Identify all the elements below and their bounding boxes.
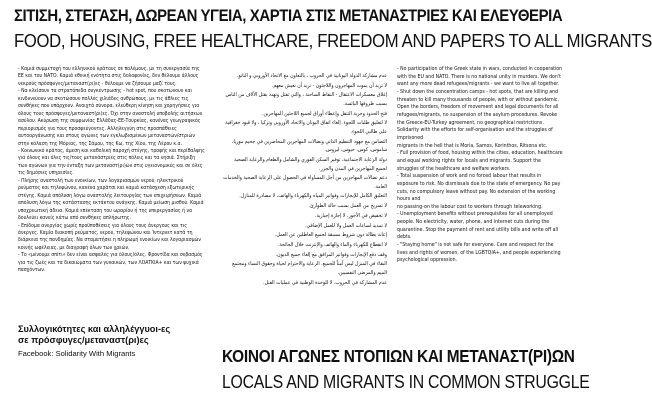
arabic-demand-line: لا لتعليق طلبات اللجوء. إلغاء اتفاق اليونان والاتحاد الأوروبي وتركيا ، ولا قيود جغرافية على طالبي اللجوء.	[223, 120, 387, 135]
facebook-handle: Facebook: Solidarity With Migrants	[18, 348, 136, 358]
english-demands-column	[397, 66, 563, 332]
arabic-demand-line: التعليق الكامل للإيجارات وفواتير المياه والكهرباء والهاتف، لا مصادرة للمنازل.	[239, 193, 387, 200]
arabic-demand-line: التضامن مع جهود التنظيم الذاتي ونضالات المهاجرين المحاصرين في جحيم موريا، ساموس، كوس، خيوس، ليروس.	[230, 138, 387, 154]
greek-demands-column	[18, 66, 205, 323]
arabic-demand-line: البقاء في المنزل ليس آمناً للجميع. الرعاية والاحترام لحياة وحقوق النساء ومجتمع الميم والمرضى النفسيين.	[230, 261, 387, 276]
english-demand-paragraph: - Shut down the concentration camps - hot spots, that are killing and threaten to kill many thousands of people, with or without pandemic. Open the borders, freedom of movement and legal documents for all refugees/migrants, no suspension of the asylum procedures. Revoke the Greece-EU-Turkey agreement, no geographical restrictions. Solidarity with the efforts for self-organisation and the struggles of imprisoned	[397, 88, 561, 141]
greek-demand-paragraph: - Να κλείσουν τα στρατόπεδα συγκέντρωσης - hot spot, που σκοτώνουν και κινδυνεύουν να σκοτώσουν πολλές χιλιάδες ανθρώπους, με τις άθλιες τις συνθήκες που υπάρχουν. Ανοιχτά σύνορα, ελεύθερη κίνηση και χορηγήσεις για όλους τους πρόσφυγες/μεταναστ(ρι)ες. Όχι στην αναστολή υποβολής αιτήσεων ασύλου. Ακύρωση της συμφωνίας Ελλάδας-ΕΕ-Τουρκίας, κανένας γεωγραφικός περιορισμός για τους προσφεύγοντες. Αλληλεγγύη στις προσπάθειες αυτοοργάνωσης και στους αγώνες των εγκλωβισμένων μεταναστών/στριών στην κόλαση της Μόριας, της Σάμου, της Κω, της Χίου, της Λέρου κ.α.	[18, 88, 204, 147]
organizer-name-line2: σε πρόσφυγες/μεταναστ(ρι)ες	[18, 335, 149, 346]
greek-header-title: ΣΙΤΙΣΗ, ΣΤΕΓΑΣΗ, ΔΩΡΕΑΝ ΥΓΕΙΑ, ΧΑΡΤΙΑ ΣΤΙΣ ΜΕΤΑΝΑΣΤΡΙΕΣ ΚΑΙ ΕΛΕΥΘΕΡΙΑ	[14, 6, 563, 25]
arabic-demand-line: دعم نضالات المهاجرين من أجل المساواة في الحصول على الرعاية الصحية والخدمات العامة.	[221, 175, 387, 190]
arabic-demand-line: لا تسريح من العمل بسبب حالة الطوارئ.	[308, 203, 387, 210]
greek-demand-paragraph: - Κοινωνικό κράτος, άμεση και καθολική παροχή στέγης, τροφής και περίθαλψης για όλους και όλες τις/τους μετανάστριες στις πόλεις και τα νησιά. Στήριξη των αγώνων για την ένταξη των μεταναστ(ρι)ών στις υγειονομικές και σε όλες τις δημόσιες υπηρεσίες.	[18, 147, 207, 177]
arabic-demand-line: دولة الرعاية الاجتماعية، توفير السكن الفوري والشامل والطعام والرعاية الصحية لجميع المهاجرين في المدن والجزر.	[232, 156, 387, 172]
english-demand-paragraph: - Full provision of food, housing within the cities, education, healthcare and equal working rights for locals and migrants. Support the struggles of the healthcare and welfare workers.	[397, 150, 564, 172]
arabic-demands-column	[222, 72, 387, 326]
arabic-demand-line: وقف دفع الإيجارات وفواتير المرافق مع إلغاء جميع الديون.	[275, 251, 387, 258]
greek-demand-paragraph: - Καμιά συμμετοχή του ελληνικού κράτους σε πολέμους, με τη συνεργασία της ΕΕ και του ΝΑΤΟ. Καμιά εθνική ενότητα στις δολοφονίες, δεν θέλουμε άλλους νεκρούς πρόσφυγες/μεταναστ(ρι)ες - θέλουμε να ζήσουμε μαζί τους.	[18, 66, 202, 87]
arabic-demand-line: إغلاق معسكرات الاعتقال - النقاط الساخنة ، والتي تقتل وتهدد بقتل الآلاف من الناس بسبب ظروفها البائسة.	[224, 92, 387, 107]
greek-demand-paragraph: - Πλήρης αναστολή των ενοικίων, των λογαριασμών νερού, ηλεκτρικού ρεύματος και τηλεφώνου, κανένα χαράτσι και καμιά κατάσχεση εξωτερικής στέγης. Καμιά απόλυση λόγω αναστολής λειτουργίας των επιχειρήσεων. Καμιά απόλυση λόγω της κατάστασης εκτάκτου ανάγκης. Καμιά μείωση μισθού. Καμιά υποχρεωτική άδεια. Καμιά επέκταση του ωραρίου ή της υπερεργασίας ή να δουλεύει κανείς κάτω από συνθήκες απλήρωτης.	[18, 177, 206, 222]
english-demand-paragraph: - Unemployment benefits without prerequisites for all unemployed people. No electricity, water, phone, and internet cuts during the quarantine. Stop the payment of rent and utility bills and write off all debts.	[397, 211, 560, 241]
greek-demand-paragraph: - Επίδομα ανεργίας χωρίς προϋποθέσεις για όλους τους άνεργους και τις άνεργες. Καμία διακοπή ρεύματος, νερού, τηλεφώνου και Ίντερνετ κατά τη διάρκεια της πανδημίας. Να σταματήσει η πληρωμή ενοικίων και λογαριασμών κοινής ωφέλειας, με διαγραφή όλων των χρεών.	[18, 222, 203, 251]
arabic-demand-line: عدم مشاركة الدولة اليونانية في الحروب ، بالتعاون مع الاتحاد الأوروبي و الناتو.	[237, 73, 387, 79]
arabic-demand-line: عدم المشاركة في الحروب. لا للوحدة الوطنية في عمليات القتل.	[263, 279, 387, 286]
greek-demand-paragraph: - Το «μένουμε σπίτι» δεν είναι ασφαλές για όλους/όλες. Φροντίδα και σεβασμός για τις ζωές και τα δικαιώματα των γυναικών, των ΛΟΑΤΚΙΑ+ και των ψυχικά πασχόντων.	[18, 252, 205, 274]
arabic-demand-line: إعانة بطالة دون شروط مسبقة لجميع العاطلين عن العمل.	[274, 232, 387, 239]
arabic-demand-line: لا تخفيض في الأجور، لا إجازة إجبارية.	[314, 212, 387, 219]
arabic-demand-line: فتح الحدود وحرية التنقل وإعطاء أوراق لجميع اللاجئين المهاجرين.	[261, 110, 387, 117]
arabic-demand-line: لا نريد أن يموت المهاجرون واللاجئون - نريد أن نعيش معهم.	[271, 82, 387, 89]
english-demand-paragraph: migrants in the hell that is Moria, Samos, Korinthos, Ritsona etc.	[397, 142, 548, 149]
organizer-signature	[18, 324, 208, 359]
english-demand-paragraph: - Total suspension of work and no forced labour that results in exposure to risk. No dismissals due to the state of emergency. No pay cuts, no compulsory leave without pay. No extension of the working hours and	[397, 173, 562, 203]
greek-slogan: ΚΟΙΝΟΙ ΑΓΩΝΕΣ ΝΤΟΠΙΩΝ ΚΑΙ ΜΕΤΑΝΑΣΤ(ΡΙ)ΩΝ	[222, 346, 575, 366]
english-header-title: FOOD, HOUSING, FREE HEALTHCARE, FREEDOM AND PAPERS TO ALL MIGRANTS	[14, 30, 652, 51]
arabic-demand-line: لا تمديد لساعات العمل ولا للعمل الإضافي.	[305, 222, 387, 229]
english-slogan: LOCALS AND MIGRANTS IN COMMON STRUGGLE	[222, 372, 590, 392]
arabic-demand-line: لا انقطاع للكهرباء والماء والهاتف والإنترنت خلال الجائحة.	[277, 241, 387, 248]
english-demand-paragraph: no passing-on the labour cost to workers through teleworking.	[397, 203, 543, 210]
english-demand-paragraph: - No participation of the Greek state in wars, conducted in cooperation with the EU and NATO. There is no national unity in murders. We don't want any more dead refugees/migrants - we want to live all together.	[397, 66, 564, 88]
organizer-name-line1: Συλλογικότητες και αλληλέγγυοι-ες	[18, 324, 171, 334]
english-demand-paragraph: - "Staying home" is not safe for everyone. Care and respect for the lives and rights of women, of the LGBTQIA+, and people experiencing psychological oppression.	[397, 242, 563, 264]
